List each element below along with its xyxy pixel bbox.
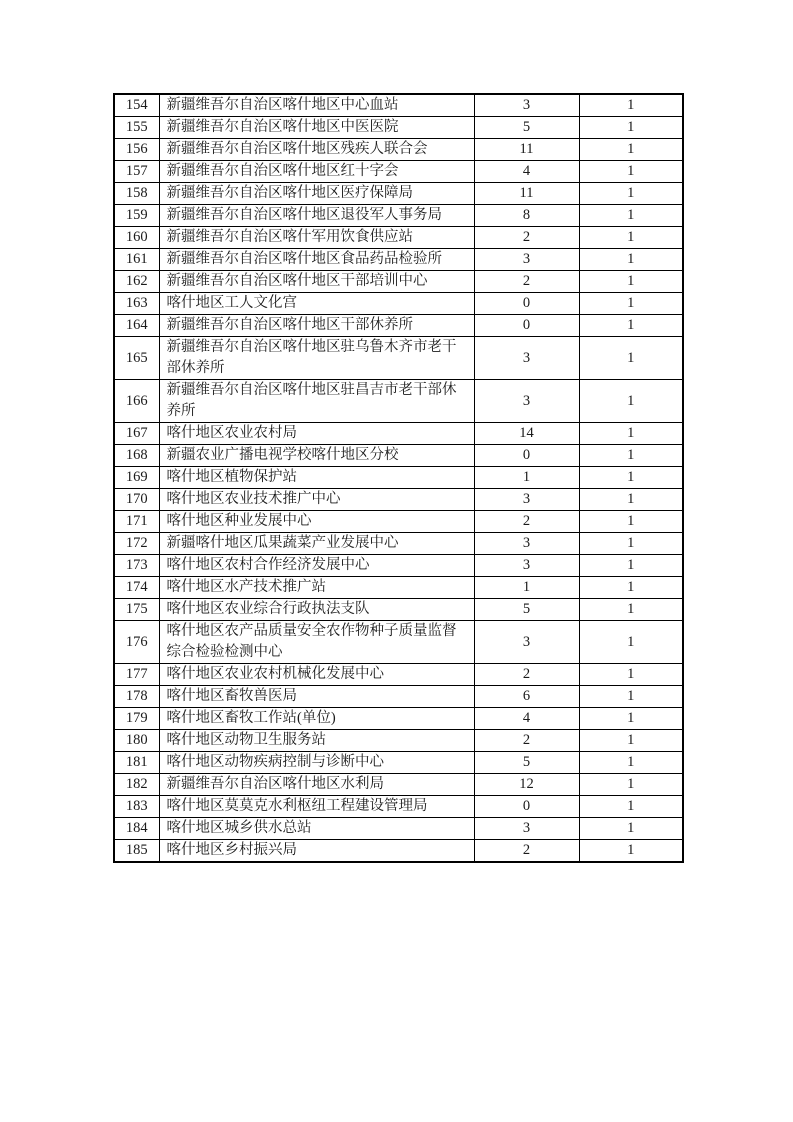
cell-name: 喀什地区农业农村局	[159, 423, 474, 445]
table-row	[114, 774, 683, 796]
cell-index: 164	[114, 315, 159, 337]
table-row	[114, 139, 683, 161]
cell-index: 160	[114, 227, 159, 249]
cell-flag: 1	[579, 139, 683, 161]
table-row	[114, 533, 683, 555]
cell-index: 168	[114, 445, 159, 467]
table-row	[114, 621, 683, 664]
cell-index: 181	[114, 752, 159, 774]
cell-count: 14	[474, 423, 579, 445]
cell-name: 喀什地区畜牧工作站(单位)	[159, 708, 474, 730]
organization-table-body	[114, 94, 683, 862]
cell-index: 165	[114, 337, 159, 380]
cell-index: 179	[114, 708, 159, 730]
cell-count: 5	[474, 599, 579, 621]
cell-index: 169	[114, 467, 159, 489]
cell-name: 喀什地区畜牧兽医局	[159, 686, 474, 708]
cell-name: 新疆维吾尔自治区喀什地区干部休养所	[159, 315, 474, 337]
cell-count: 3	[474, 337, 579, 380]
cell-flag: 1	[579, 752, 683, 774]
cell-index: 171	[114, 511, 159, 533]
cell-count: 3	[474, 249, 579, 271]
cell-count: 5	[474, 117, 579, 139]
cell-flag: 1	[579, 774, 683, 796]
cell-count: 2	[474, 730, 579, 752]
table-row	[114, 489, 683, 511]
cell-index: 154	[114, 94, 159, 117]
cell-count: 3	[474, 818, 579, 840]
cell-flag: 1	[579, 423, 683, 445]
cell-flag: 1	[579, 577, 683, 599]
cell-count: 0	[474, 445, 579, 467]
cell-index: 176	[114, 621, 159, 664]
cell-flag: 1	[579, 599, 683, 621]
cell-name: 喀什地区莫莫克水利枢纽工程建设管理局	[159, 796, 474, 818]
table-row	[114, 205, 683, 227]
cell-name: 喀什地区城乡供水总站	[159, 818, 474, 840]
cell-index: 156	[114, 139, 159, 161]
cell-flag: 1	[579, 117, 683, 139]
cell-name: 喀什地区植物保护站	[159, 467, 474, 489]
table-row	[114, 293, 683, 315]
cell-flag: 1	[579, 380, 683, 423]
table-row	[114, 183, 683, 205]
table-row	[114, 380, 683, 423]
table-row	[114, 271, 683, 293]
cell-index: 167	[114, 423, 159, 445]
cell-name: 新疆维吾尔自治区喀什地区红十字会	[159, 161, 474, 183]
cell-flag: 1	[579, 511, 683, 533]
table-row	[114, 577, 683, 599]
cell-count: 3	[474, 380, 579, 423]
cell-name: 新疆维吾尔自治区喀什地区干部培训中心	[159, 271, 474, 293]
table-row	[114, 161, 683, 183]
cell-flag: 1	[579, 708, 683, 730]
cell-index: 162	[114, 271, 159, 293]
cell-name: 新疆维吾尔自治区喀什地区残疾人联合会	[159, 139, 474, 161]
cell-index: 173	[114, 555, 159, 577]
table-row	[114, 752, 683, 774]
cell-index: 161	[114, 249, 159, 271]
table-row	[114, 686, 683, 708]
cell-index: 182	[114, 774, 159, 796]
table-row	[114, 730, 683, 752]
table-row	[114, 337, 683, 380]
cell-name: 喀什地区工人文化宫	[159, 293, 474, 315]
cell-flag: 1	[579, 840, 683, 863]
cell-count: 3	[474, 489, 579, 511]
cell-flag: 1	[579, 183, 683, 205]
cell-flag: 1	[579, 686, 683, 708]
cell-name: 喀什地区动物卫生服务站	[159, 730, 474, 752]
cell-flag: 1	[579, 730, 683, 752]
cell-count: 6	[474, 686, 579, 708]
cell-count: 3	[474, 94, 579, 117]
organization-table	[113, 93, 684, 863]
cell-count: 4	[474, 161, 579, 183]
table-row	[114, 796, 683, 818]
cell-index: 184	[114, 818, 159, 840]
cell-name: 新疆维吾尔自治区喀什地区食品药品检验所	[159, 249, 474, 271]
cell-name: 新疆维吾尔自治区喀什地区中医医院	[159, 117, 474, 139]
cell-count: 2	[474, 227, 579, 249]
cell-index: 163	[114, 293, 159, 315]
cell-count: 11	[474, 183, 579, 205]
table-row	[114, 818, 683, 840]
cell-count: 0	[474, 796, 579, 818]
cell-name: 喀什地区种业发展中心	[159, 511, 474, 533]
cell-flag: 1	[579, 315, 683, 337]
cell-count: 2	[474, 511, 579, 533]
cell-name: 新疆维吾尔自治区喀什地区驻昌吉市老干部休养所	[159, 380, 474, 423]
table-row	[114, 315, 683, 337]
cell-index: 174	[114, 577, 159, 599]
cell-count: 2	[474, 271, 579, 293]
cell-name: 新疆维吾尔自治区喀什地区中心血站	[159, 94, 474, 117]
cell-flag: 1	[579, 796, 683, 818]
cell-count: 12	[474, 774, 579, 796]
cell-count: 1	[474, 467, 579, 489]
table-row	[114, 249, 683, 271]
cell-count: 8	[474, 205, 579, 227]
cell-flag: 1	[579, 621, 683, 664]
cell-index: 155	[114, 117, 159, 139]
cell-flag: 1	[579, 489, 683, 511]
cell-flag: 1	[579, 818, 683, 840]
table-row	[114, 708, 683, 730]
cell-name: 新疆维吾尔自治区喀什地区驻乌鲁木齐市老干部休养所	[159, 337, 474, 380]
cell-count: 5	[474, 752, 579, 774]
table-row	[114, 445, 683, 467]
cell-index: 178	[114, 686, 159, 708]
table-row	[114, 840, 683, 863]
cell-flag: 1	[579, 94, 683, 117]
cell-count: 2	[474, 840, 579, 863]
cell-index: 177	[114, 664, 159, 686]
cell-name: 新疆维吾尔自治区喀什地区退役军人事务局	[159, 205, 474, 227]
table-row	[114, 511, 683, 533]
cell-name: 喀什地区乡村振兴局	[159, 840, 474, 863]
table-row	[114, 227, 683, 249]
cell-name: 喀什地区动物疾病控制与诊断中心	[159, 752, 474, 774]
cell-flag: 1	[579, 664, 683, 686]
cell-index: 159	[114, 205, 159, 227]
cell-count: 11	[474, 139, 579, 161]
cell-index: 180	[114, 730, 159, 752]
cell-name: 新疆维吾尔自治区喀什地区水利局	[159, 774, 474, 796]
cell-name: 喀什地区农业技术推广中心	[159, 489, 474, 511]
table-row	[114, 117, 683, 139]
cell-name: 新疆维吾尔自治区喀什军用饮食供应站	[159, 227, 474, 249]
cell-flag: 1	[579, 533, 683, 555]
cell-count: 2	[474, 664, 579, 686]
cell-flag: 1	[579, 271, 683, 293]
cell-flag: 1	[579, 337, 683, 380]
table-row	[114, 664, 683, 686]
cell-index: 185	[114, 840, 159, 863]
cell-count: 3	[474, 621, 579, 664]
cell-name: 喀什地区农产品质量安全农作物种子质量监督综合检验检测中心	[159, 621, 474, 664]
cell-name: 喀什地区水产技术推广站	[159, 577, 474, 599]
cell-index: 157	[114, 161, 159, 183]
cell-index: 172	[114, 533, 159, 555]
cell-flag: 1	[579, 467, 683, 489]
cell-count: 4	[474, 708, 579, 730]
cell-flag: 1	[579, 445, 683, 467]
cell-count: 0	[474, 293, 579, 315]
cell-count: 3	[474, 533, 579, 555]
cell-flag: 1	[579, 227, 683, 249]
cell-index: 166	[114, 380, 159, 423]
cell-index: 170	[114, 489, 159, 511]
cell-flag: 1	[579, 161, 683, 183]
table-row	[114, 467, 683, 489]
cell-index: 175	[114, 599, 159, 621]
table-row	[114, 94, 683, 117]
cell-name: 新疆维吾尔自治区喀什地区医疗保障局	[159, 183, 474, 205]
cell-name: 喀什地区农村合作经济发展中心	[159, 555, 474, 577]
table-row	[114, 423, 683, 445]
cell-flag: 1	[579, 293, 683, 315]
cell-count: 1	[474, 577, 579, 599]
cell-name: 新疆喀什地区瓜果蔬菜产业发展中心	[159, 533, 474, 555]
cell-flag: 1	[579, 249, 683, 271]
cell-index: 158	[114, 183, 159, 205]
cell-name: 喀什地区农业农村机械化发展中心	[159, 664, 474, 686]
cell-count: 3	[474, 555, 579, 577]
cell-name: 新疆农业广播电视学校喀什地区分校	[159, 445, 474, 467]
cell-flag: 1	[579, 205, 683, 227]
cell-count: 0	[474, 315, 579, 337]
cell-name: 喀什地区农业综合行政执法支队	[159, 599, 474, 621]
table-row	[114, 555, 683, 577]
cell-index: 183	[114, 796, 159, 818]
table-row	[114, 599, 683, 621]
cell-flag: 1	[579, 555, 683, 577]
